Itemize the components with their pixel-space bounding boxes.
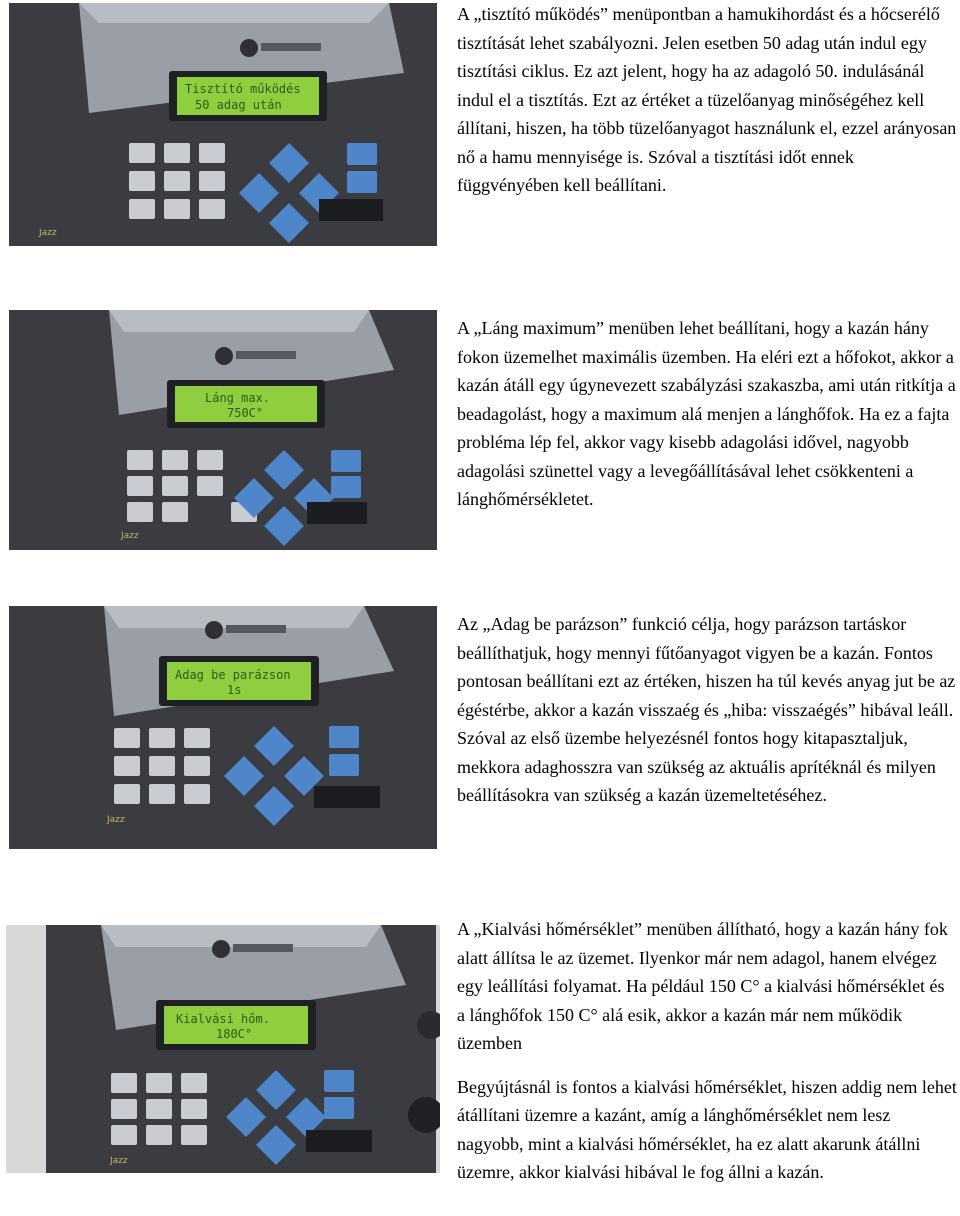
lcd-line-1: Tisztító működés xyxy=(185,82,301,96)
lcd-line-1: Kialvási hőm. xyxy=(176,1012,270,1026)
brand-label: Jazz xyxy=(110,1156,128,1166)
controller-photo-3 xyxy=(9,606,437,849)
lcd-line-1: Láng max. xyxy=(205,391,271,405)
brand-label: Jazz xyxy=(121,531,139,541)
paragraph: A „Kialvási hőmérséklet” menüben állítható, hogy a kazán hány fok alatt állítsa le az üzemet. Ilyenkor már nem adagol, hanem elvégez egy leállítási folyamat. Ha például 150 C° a kialvási hőmérséklet és a lánghőfok 150 C° alá esik, akkor a kazán már nem működik üzemben xyxy=(457,919,948,1053)
controller-photo-4 xyxy=(6,925,440,1173)
paragraph: Begyújtásnál is fontos a kialvási hőmérséklet, hiszen addig nem lehet átállítani üzemre a kazánt, amíg a lánghőmérséklet nem lesz nagyobb, mint a kialvási hőmérséklet, ha ez alatt akarunk átállni üzemre, akkor kialvási hibával le fog állni a kazán. xyxy=(457,1076,957,1182)
brand-logo-icon xyxy=(240,39,258,57)
paragraph: A „tisztító működés” menüpontban a hamukihordást és a hőcserélő tisztítását lehet szabályozni. Jelen esetben 50 adag után indul egy tisztítási ciklus. Ez azt jelent, hogy ha az adagoló 50. indulásánál indul el a tisztítás. Ezt az értéket a tüzelőanyag minőségéhez kell állítani, hiszen, ha több tüzelőanyagot használunk el, ezzel arányosan nő a hamu mennyisége is. Szóval a tisztítási időt ennek függvényében kell beállítani. xyxy=(457,4,957,195)
paragraph: Az „Adag be parázson” funkció célja, hogy parázson tartáskor beállíthatjuk, hogy mennyi fűtőanyagot vigyen be a kazán. Fontos pontosan beállítani ezt az értéken, hiszen ha túl kevés anyag jut be az égéstérbe, akkor a kazán visszaég és „hiba: visszaégés” hibával leáll. Szóval az első üzembe helyezésnél fontos hogy kitapasztaljuk, mekkora adaghosszra van szükség az aktuális aprítéknál és milyen beállításokra van szükség a kazán üzemeltetéséhez. xyxy=(457,614,956,805)
controller-photo-2 xyxy=(9,310,437,550)
paragraph: A „Láng maximum” menüben lehet beállítani, hogy a kazán hány fokon üzemelhet maximális üzemben. Ha eléri ezt a hőfokot, akkor a kazán átáll egy úgynevezett szabályzási szakaszba, ami után ritkítja a beadagolást, hogy a maximum alá menjen a lánghőfok. Ha ez a fajta probléma lép fel, akkor vagy kisebb adagolási idővel, nagyobb adagolási szünettel vagy a levegőállításával lehet csökkenteni a lánghőmérsékletet. xyxy=(457,318,956,509)
controller-panel-3 xyxy=(9,606,437,849)
controller-panel-1 xyxy=(9,3,437,246)
lcd-line-1: Adag be parázson xyxy=(175,668,291,682)
lcd-line-2: 1s xyxy=(227,683,242,697)
lcd-line-2: 180C° xyxy=(216,1027,253,1041)
brand-label: Jazz xyxy=(107,815,125,825)
section-4-text xyxy=(457,915,957,1187)
controller-panel-2 xyxy=(9,310,437,550)
lcd-line-2: 750C° xyxy=(227,406,264,420)
section-2-text xyxy=(457,314,957,514)
lcd-line-2: 50 adag után xyxy=(195,98,282,112)
section-3-text xyxy=(457,610,957,852)
controller-photo-1 xyxy=(9,3,437,246)
section-1-text xyxy=(457,0,957,200)
brand-label: Jazz xyxy=(39,228,57,238)
controller-panel-4 xyxy=(6,925,440,1173)
